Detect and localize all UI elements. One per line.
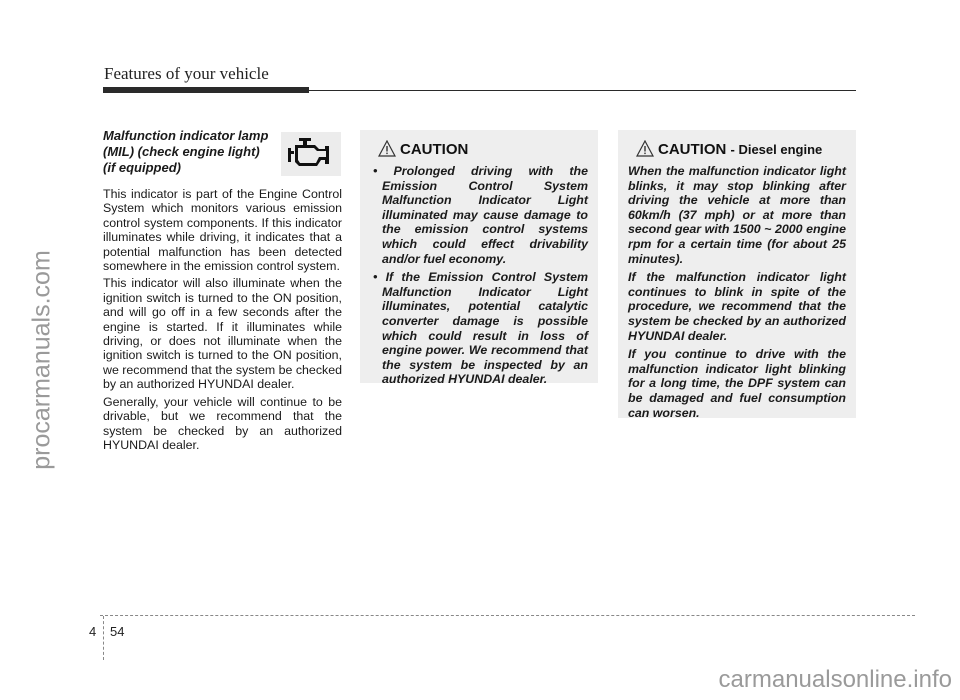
caution-diesel-title-text: CAUTION [658, 141, 727, 158]
mil-heading-line-2: (MIL) (check engine light) [103, 144, 260, 159]
caution-diesel-paragraph-2: If the malfunction indicator light continues to blink in spite of the procedure, we recommend that the system be checked by an authorized HYUNDAI dealer. [628, 270, 846, 343]
caution-diesel-paragraph-1: When the malfunction indicator light blinks, it may stop blinking after driving the vehicle at more than 60km/h (37 mph) or at more than second gear with 1500 ~ 2000 engine rpm for a certain time (for about 25 minutes). [628, 164, 846, 266]
caution-diesel-title [658, 141, 822, 158]
caution-diesel-subtitle: - Diesel engine [730, 142, 823, 157]
mil-paragraph-1: This indicator is part of the Engine Control System which monitors various emission control system components. If this indicator illuminates while driving, it indicates that a potential malfunction has been detected somewhere in the emission control system. [103, 187, 342, 274]
mil-body [103, 187, 342, 452]
caution-bullet-2: • If the Emission Control System Malfunction Indicator Light illuminates, potential catalytic converter damage is possible which could result in loss of engine power. We recommend that the system be inspected by an authorized HYUNDAI dealer. [373, 270, 589, 387]
side-watermark-text: procarmanuals.com [27, 250, 56, 470]
page-number: 54 [110, 624, 125, 639]
caution-title: CAUTION [400, 141, 469, 158]
footer-divider [103, 616, 104, 660]
mil-heading-line-1: Malfunction indicator lamp [103, 128, 269, 143]
header-bar [103, 87, 309, 93]
warning-triangle-icon [378, 140, 396, 157]
caution-diesel-box [618, 130, 856, 418]
mil-paragraph-3: Generally, your vehicle will continue to be drivable, but we recommend that the system be checked by an authorized HYUNDAI dealer. [103, 394, 342, 452]
warning-triangle-icon [636, 140, 654, 157]
section-title: Features of your vehicle [104, 64, 269, 83]
mil-heading [103, 128, 281, 176]
caution-bullet-2-text: If the Emission Control System Malfunction Indicator Light illuminates, potential catalytic converter damage is possible which could result in loss of engine power. We recommend that the system be inspected by an authorized HYUNDAI dealer. [382, 270, 589, 387]
caution-bullet-1-text: Prolonged driving with the Emission Control System Malfunction Indicator Light illuminated may cause damage to the emission control systems which could effect drivability and/or fuel economy. [382, 164, 589, 266]
check-engine-icon [285, 136, 337, 172]
caution-diesel-paragraph-3: If you continue to drive with the malfunction indicator light blinking for a long time, the DPF system can be damaged and fuel consumption can worsen. [628, 347, 846, 420]
footer-rule [100, 615, 915, 616]
caution-header [370, 140, 588, 160]
header-rule [309, 90, 856, 91]
chapter-number: 4 [89, 624, 97, 639]
caution-bullet-1: • Prolonged driving with the Emission Control System Malfunction Indicator Light illuminated may cause damage to the emission control systems which could effect drivability and/or fuel economy. [373, 164, 589, 266]
check-engine-icon-box [281, 132, 341, 176]
mil-heading-line-3: (if equipped) [103, 160, 181, 175]
caution-box [360, 130, 598, 387]
bottom-watermark: carmanualsonline.info [718, 666, 952, 693]
caution-diesel-header [628, 140, 846, 160]
mil-paragraph-2: This indicator will also illuminate when the ignition switch is turned to the ON position, and will go off in a few seconds after the engine is started. If it illuminates while driving, or does not illuminate when the ignition switch is turned to the ON position, we recommend that the system be checked by an authorized HYUNDAI dealer. [103, 276, 342, 392]
mil-column [103, 128, 342, 455]
